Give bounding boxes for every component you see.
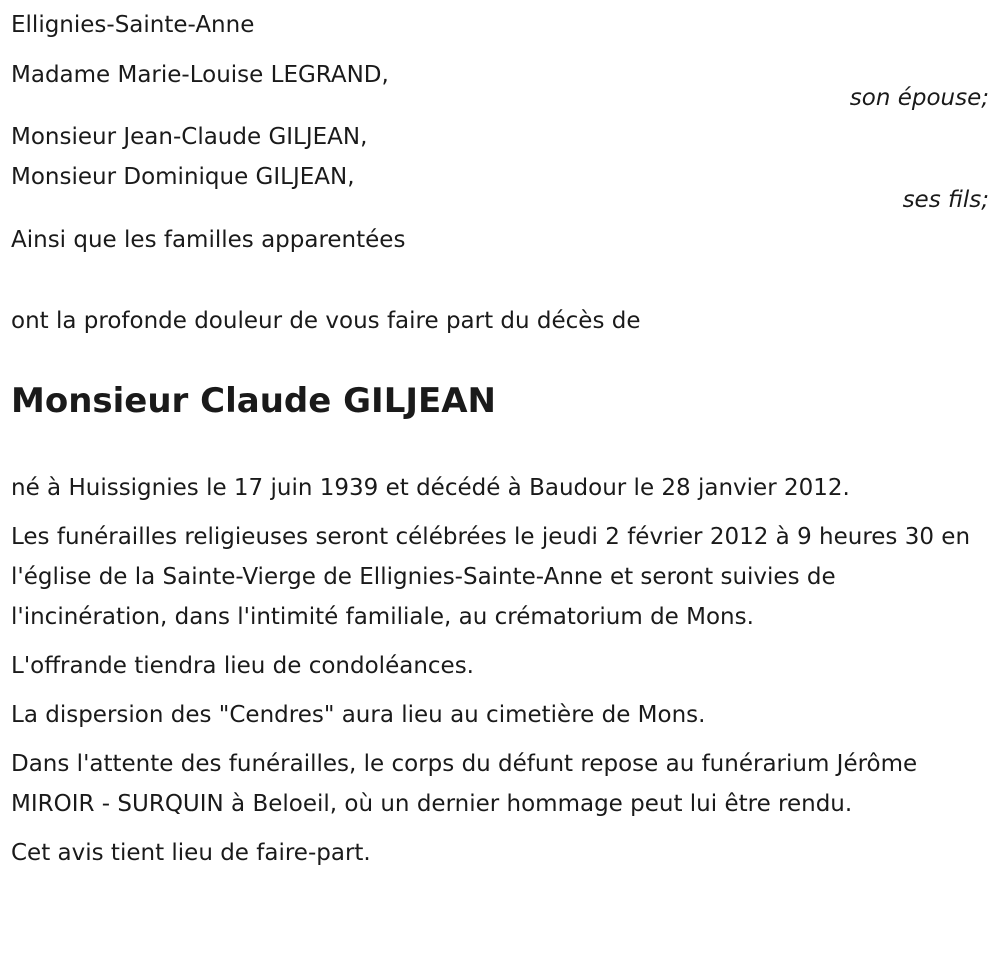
birth-death-paragraph: né à Huissignies le 17 juin 1939 et décédé à Baudour le 28 janvier 2012. [11, 475, 850, 501]
sons-role: ses fils; [902, 187, 989, 213]
deceased-name: Monsieur Claude GILJEAN [11, 381, 497, 421]
son-name: Monsieur Dominique GILJEAN, [11, 164, 355, 190]
condolences-paragraph: L'offrande tiendra lieu de condoléances. [11, 653, 474, 679]
announcement: ont la profonde douleur de vous faire part du décès de [11, 308, 641, 334]
ashes-paragraph: La dispersion des "Cendres" aura lieu au cimetière de Mons. [11, 702, 706, 728]
notice-paragraph: Cet avis tient lieu de faire-part. [11, 840, 371, 866]
son-name: Monsieur Jean-Claude GILJEAN, [11, 124, 368, 150]
funeral-paragraph: Les funérailles religieuses seront célébrées le jeudi 2 février 2012 à 9 heures 30 en l'église de la Sainte-Vierge de Ellignies-Sainte-Anne et seront suivies de l'incinération, dans l'intimité familiale, au crématorium de Mons. [11, 524, 971, 630]
spouse-role: son épouse; [849, 85, 989, 111]
spouse-name: Madame Marie-Louise LEGRAND, [11, 62, 389, 88]
location: Ellignies-Sainte-Anne [11, 12, 255, 38]
funerarium-paragraph: Dans l'attente des funérailles, le corps du défunt repose au funérarium Jérôme MIROIR - SURQUIN à Beloeil, où un dernier hommage peut lui être rendu. [11, 751, 918, 817]
families-line: Ainsi que les familles apparentées [11, 227, 406, 253]
details-section [11, 468, 989, 873]
